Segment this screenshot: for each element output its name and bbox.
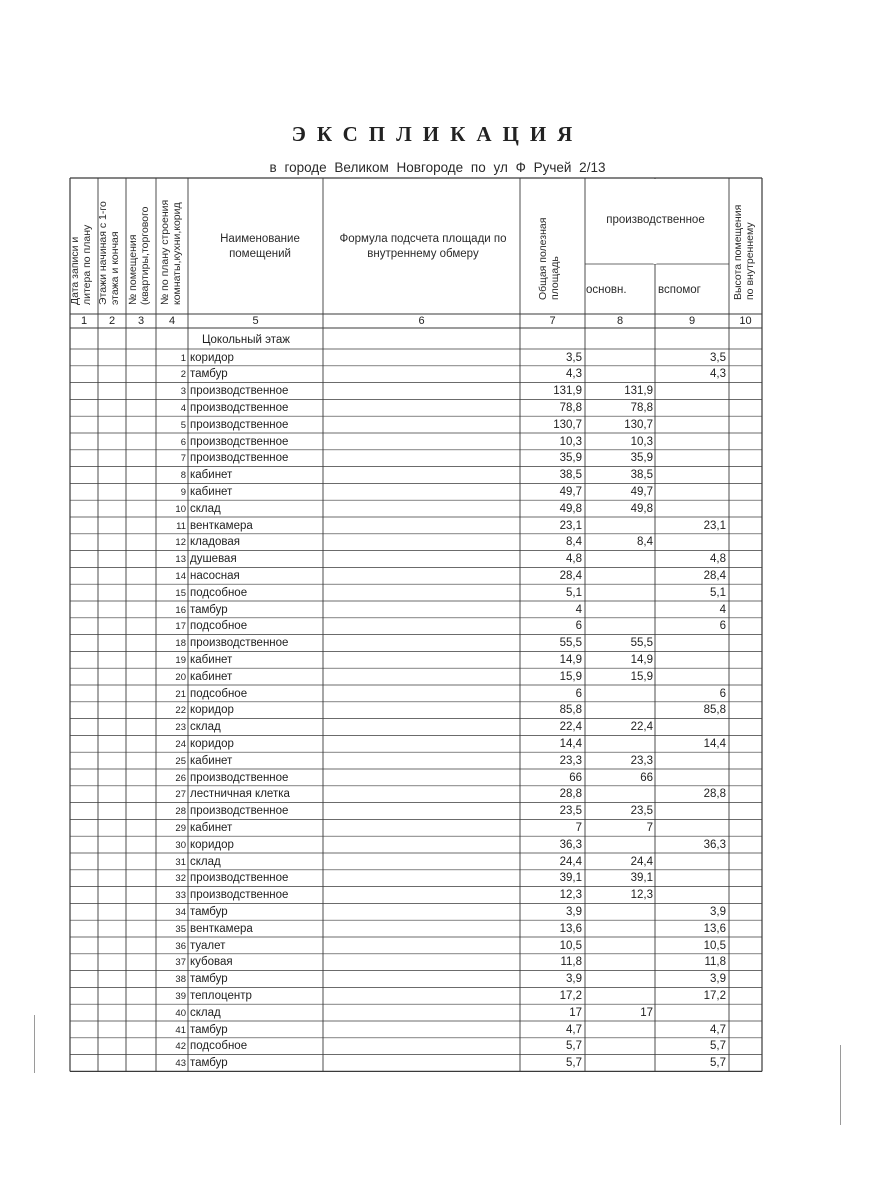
header-main: основн. [586, 284, 627, 296]
aux-area: 28,8 [703, 788, 726, 801]
column-number: 7 [549, 315, 556, 327]
total-area: 10,5 [559, 939, 582, 952]
row-number: 29 [175, 822, 186, 834]
room-name: склад [190, 721, 221, 734]
main-area [585, 568, 653, 585]
total-area: 49,7 [559, 485, 582, 498]
row-number: 7 [180, 453, 186, 465]
room-name: производственное [190, 385, 289, 398]
row-number: 36 [175, 940, 186, 952]
room-name: производственное [190, 889, 289, 902]
main-area: 39,1 [630, 872, 653, 885]
aux-area [655, 1005, 726, 1022]
room-name: кабинет [190, 670, 233, 683]
row-number: 23 [175, 722, 186, 734]
main-area: 24,4 [630, 855, 653, 868]
main-area: 14,9 [630, 653, 653, 666]
room-name: подсобное [190, 1040, 248, 1053]
room-name: коридор [190, 351, 234, 364]
total-area: 4,3 [566, 368, 582, 381]
room-name: коридор [190, 838, 234, 851]
row-number: 30 [175, 839, 186, 851]
total-area: 36,3 [559, 838, 582, 851]
main-area: 130,7 [624, 418, 653, 431]
column-number: 6 [418, 315, 425, 327]
aux-area: 5,7 [710, 1040, 726, 1053]
row-number: 25 [175, 755, 186, 767]
main-area: 15,9 [630, 670, 653, 683]
aux-area [655, 753, 726, 770]
row-number: 14 [175, 570, 186, 582]
row-number: 5 [180, 419, 186, 431]
header-plan-number: № по плану строения комнаты,кухни,корид [159, 199, 183, 305]
row-number: 3 [180, 386, 186, 398]
header-room-name: Наименование помещений [220, 233, 300, 260]
total-area: 10,3 [559, 435, 582, 448]
room-name: кабинет [190, 469, 233, 482]
main-area [585, 1038, 653, 1055]
main-area [585, 1022, 653, 1039]
aux-area [655, 820, 726, 837]
row-number: 6 [180, 436, 186, 448]
aux-area [655, 652, 726, 669]
row-number: 17 [175, 621, 186, 633]
column-number: 8 [616, 315, 624, 327]
main-area [585, 837, 653, 854]
main-area [585, 938, 653, 955]
row-number: 42 [175, 1041, 186, 1053]
main-area [585, 551, 653, 568]
room-name: производственное [190, 872, 289, 885]
document-title: ЭКСПЛИКАЦИЯ [291, 122, 584, 146]
total-area: 3,9 [566, 905, 582, 918]
main-area [585, 702, 653, 719]
row-number: 1 [180, 352, 186, 364]
aux-area [655, 669, 726, 686]
aux-area: 36,3 [703, 838, 726, 851]
column-number: 1 [80, 315, 88, 327]
main-area: 55,5 [630, 637, 653, 650]
room-name: склад [190, 855, 221, 868]
room-name: склад [190, 1006, 221, 1019]
main-area: 66 [640, 771, 653, 784]
row-number: 4 [180, 402, 186, 414]
room-name: подсобное [190, 687, 248, 700]
aux-area: 4 [719, 603, 726, 616]
row-number: 34 [175, 906, 186, 918]
total-area: 22,4 [559, 721, 582, 734]
row-number: 22 [175, 705, 186, 717]
row-number: 43 [175, 1058, 186, 1070]
row-number: 8 [180, 470, 186, 482]
total-area: 4,7 [566, 1023, 582, 1036]
column-number: 2 [108, 315, 116, 327]
total-area: 15,9 [559, 670, 582, 683]
column-number: 4 [168, 315, 176, 327]
main-area: 23,5 [630, 805, 653, 818]
room-name: склад [190, 502, 221, 515]
aux-area: 3,9 [710, 973, 726, 986]
total-area: 24,4 [559, 855, 582, 868]
aux-area: 85,8 [703, 704, 726, 717]
row-number: 18 [175, 638, 186, 650]
main-area [585, 350, 653, 367]
row-number: 28 [175, 806, 186, 818]
total-area: 5,7 [566, 1040, 582, 1053]
total-area: 39,1 [559, 872, 582, 885]
header-room-number: № помещения (квартиры,торгового [127, 206, 151, 305]
total-area: 14,4 [559, 737, 582, 750]
main-area: 7 [646, 821, 653, 834]
total-area: 23,1 [559, 519, 582, 532]
row-number: 19 [175, 654, 186, 666]
aux-area: 6 [719, 620, 726, 633]
main-area: 38,5 [630, 469, 653, 482]
main-area: 49,8 [630, 502, 653, 515]
row-number: 35 [175, 923, 186, 935]
aux-area [655, 501, 726, 518]
room-name: тамбур [190, 603, 228, 616]
room-name: производственное [190, 401, 289, 414]
room-name: кабинет [190, 485, 233, 498]
header-production: производственное [606, 214, 705, 226]
scan-mark [34, 1015, 35, 1073]
row-number: 11 [176, 520, 186, 532]
aux-area: 11,8 [704, 956, 726, 969]
main-area [585, 954, 653, 971]
room-name: производственное [190, 435, 289, 448]
row-number: 37 [175, 957, 186, 969]
room-name: тамбур [190, 1057, 228, 1070]
aux-area: 5,1 [710, 586, 726, 599]
room-name: производственное [190, 452, 289, 465]
main-area [585, 585, 653, 602]
row-number: 2 [180, 369, 186, 381]
main-area [585, 1055, 653, 1072]
room-name: производственное [190, 805, 289, 818]
total-area: 55,5 [559, 637, 582, 650]
room-name: коридор [190, 737, 234, 750]
total-area: 6 [575, 687, 582, 700]
aux-area [655, 383, 726, 400]
row-number: 16 [175, 604, 186, 616]
total-area: 130,7 [553, 418, 582, 431]
room-name: кубовая [190, 956, 233, 969]
aux-area [655, 400, 726, 417]
room-name: душевая [190, 553, 237, 566]
aux-area: 4,8 [710, 553, 726, 566]
aux-area [655, 417, 726, 434]
total-area: 38,5 [559, 469, 582, 482]
total-area: 78,8 [559, 401, 582, 414]
total-area: 13,6 [559, 922, 582, 935]
row-number: 24 [175, 738, 186, 750]
room-name: тамбур [190, 905, 228, 918]
main-area [585, 786, 653, 803]
total-area: 5,7 [566, 1057, 582, 1070]
room-name: кладовая [190, 536, 240, 549]
main-area: 49,7 [630, 485, 653, 498]
floor-label: Цокольный этаж [202, 334, 290, 346]
column-number: 5 [252, 315, 259, 327]
room-name: коридор [190, 704, 234, 717]
room-name: кабинет [190, 653, 233, 666]
total-area: 28,4 [559, 569, 582, 582]
main-area: 35,9 [630, 452, 653, 465]
aux-area: 14,4 [703, 737, 726, 750]
header-total-area: Общая полезная площадь [537, 217, 561, 300]
total-area: 8,4 [566, 536, 582, 549]
room-name: тамбур [190, 973, 228, 986]
aux-area [655, 719, 726, 736]
aux-area [655, 534, 726, 551]
room-name: венткамера [190, 922, 253, 935]
aux-area [655, 467, 726, 484]
row-number: 26 [175, 772, 186, 784]
main-area [585, 686, 653, 703]
room-name: теплоцентр [190, 989, 252, 1002]
row-number: 20 [175, 671, 186, 683]
aux-area [655, 450, 726, 467]
main-area [585, 988, 653, 1005]
aux-area [655, 887, 726, 904]
room-name: подсобное [190, 586, 248, 599]
total-area: 66 [569, 771, 582, 784]
aux-area [655, 870, 726, 887]
row-number: 40 [175, 1007, 186, 1019]
aux-area [655, 434, 726, 451]
total-area: 131,9 [553, 385, 582, 398]
main-area: 131,9 [624, 385, 653, 398]
main-area: 8,4 [637, 536, 653, 549]
main-area [585, 736, 653, 753]
room-name: производственное [190, 637, 289, 650]
header-aux: вспомог [658, 284, 701, 296]
main-area [585, 518, 653, 535]
total-area: 23,3 [559, 754, 582, 767]
aux-area [655, 803, 726, 820]
main-area [585, 602, 653, 619]
main-area: 12,3 [630, 889, 653, 902]
aux-area: 10,5 [703, 939, 726, 952]
main-area: 10,3 [630, 435, 653, 448]
row-number: 13 [175, 554, 186, 566]
total-area: 4,8 [566, 553, 582, 566]
room-name: кабинет [190, 754, 233, 767]
room-name: тамбур [190, 368, 228, 381]
total-area: 11,8 [560, 956, 582, 969]
room-name: производственное [190, 771, 289, 784]
aux-area [655, 854, 726, 871]
total-area: 17,2 [559, 989, 582, 1002]
aux-area [655, 770, 726, 787]
row-number: 9 [180, 486, 186, 498]
room-name: венткамера [190, 519, 253, 532]
row-number: 12 [175, 537, 186, 549]
aux-area [655, 484, 726, 501]
scan-mark [840, 1045, 841, 1125]
aux-area: 4,7 [710, 1023, 726, 1036]
header-height: Высота помещения по внутреннему [732, 204, 756, 300]
row-number: 33 [175, 890, 186, 902]
aux-area: 6 [719, 687, 726, 700]
total-area: 28,8 [559, 788, 582, 801]
aux-area [655, 635, 726, 652]
room-name: насосная [190, 569, 240, 582]
row-number: 39 [175, 990, 186, 1002]
main-area [585, 971, 653, 988]
total-area: 7 [575, 821, 582, 834]
total-area: 17 [569, 1006, 582, 1019]
header-area-formula: Формула подсчета площади по внутреннему обмеру [339, 233, 507, 260]
aux-area: 28,4 [703, 569, 726, 582]
document-subtitle: в городе Великом Новгороде по ул Ф Ручей 2/13 [269, 160, 606, 175]
row-number: 21 [175, 688, 186, 700]
column-number: 9 [688, 315, 696, 327]
total-area: 12,3 [559, 889, 582, 902]
aux-area: 23,1 [703, 519, 726, 532]
total-area: 3,5 [566, 351, 582, 364]
column-number: 10 [739, 315, 752, 327]
total-area: 23,5 [559, 805, 582, 818]
total-area: 5,1 [566, 586, 582, 599]
main-area [585, 921, 653, 938]
room-name: туалет [190, 939, 226, 952]
main-area: 78,8 [630, 401, 653, 414]
row-number: 10 [175, 503, 186, 515]
total-area: 3,9 [566, 973, 582, 986]
header-floors: Этажи начиная с 1-го этажа и кончая [97, 201, 121, 305]
row-number: 27 [175, 789, 186, 801]
aux-area: 3,9 [710, 905, 726, 918]
aux-area: 4,3 [710, 368, 726, 381]
row-number: 38 [175, 974, 186, 986]
main-area [585, 366, 653, 383]
row-number: 31 [175, 856, 186, 868]
aux-area: 13,6 [703, 922, 726, 935]
total-area: 35,9 [559, 452, 582, 465]
total-area: 6 [575, 620, 582, 633]
column-number: 3 [137, 315, 145, 327]
room-name: производственное [190, 418, 289, 431]
total-area: 14,9 [559, 653, 582, 666]
main-area: 23,3 [630, 754, 653, 767]
main-area: 22,4 [630, 721, 653, 734]
row-number: 15 [175, 587, 186, 599]
total-area: 85,8 [559, 704, 582, 717]
row-number: 32 [175, 873, 186, 885]
room-name: тамбур [190, 1023, 228, 1036]
aux-area: 5,7 [710, 1057, 726, 1070]
header-date-litera: Дата записи и литера по плану [69, 224, 93, 305]
room-name: подсобное [190, 620, 248, 633]
main-area [585, 904, 653, 921]
aux-area: 17,2 [703, 989, 726, 1002]
total-area: 4 [575, 603, 582, 616]
room-name: лестничная клетка [190, 788, 290, 801]
total-area: 49,8 [559, 502, 582, 515]
main-area [585, 618, 653, 635]
room-name: кабинет [190, 821, 233, 834]
row-number: 41 [175, 1024, 186, 1036]
aux-area: 3,5 [710, 351, 726, 364]
main-area: 17 [640, 1006, 653, 1019]
